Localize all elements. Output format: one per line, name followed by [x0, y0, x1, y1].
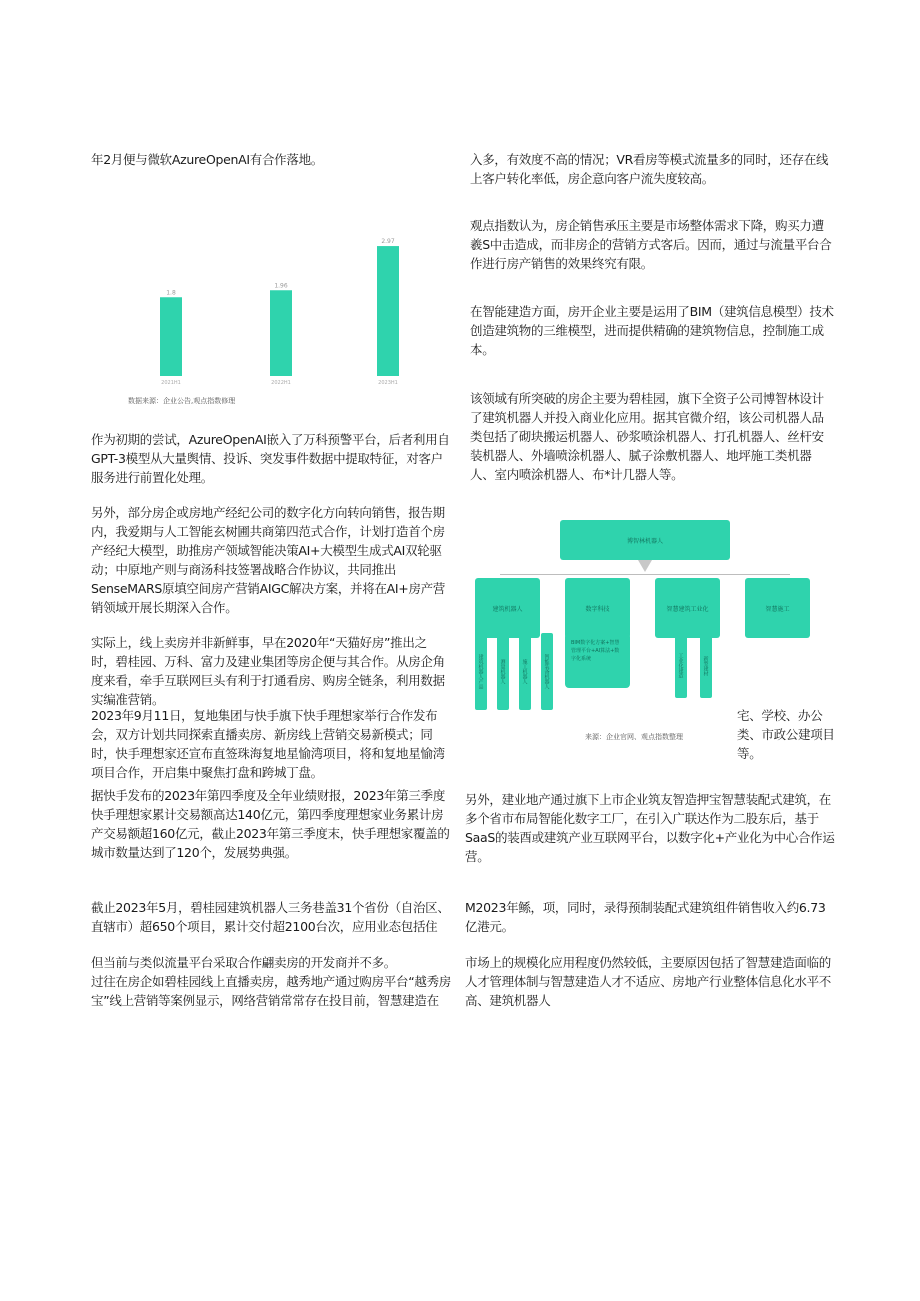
paragraph: 市场上的规模化应用程度仍然较低，主要原因包括了智慧建造面临的人才管理体制与智慧建造人才不适应、房地产行业整体信息化水平不高、建筑机器人	[465, 955, 832, 1008]
paragraph: 2023年9月11日，复地集团与快手旗下快手理想家举行合作发布会，双方计划共同探索直播卖房、新房线上营销交易新模式；同时，快手理想家还宣布直签珠海复地星愉湾项目，将和复地星愉湾项目合作，开启集中聚焦打盘和跨城丁盘。	[91, 708, 445, 780]
paragraph: 实际上，线上卖房并非新鲜事，早在2020年“天猫好房”推出之时，碧桂园、万科、富力及建业集团等房企便与其合作。从房企角度来看，牵手互联网巨头有利于打通看房、购房全链条，利用数据实编准营销。	[91, 635, 445, 707]
robot-type-box: 施工机器人	[519, 633, 531, 710]
paragraph: 另外，建业地产通过旗下上市企业筑友智造押宝智慧装配式建筑，在多个省市布局智能化数字工厂，在引入广联达作为二股东后，基于SaaS的装酉或建筑产业互联网平台，以数字化+产业化为中心合作运营。	[465, 792, 835, 864]
robot-type-box: 智能装备机器人	[541, 633, 553, 710]
robot-type-box: 建筑机器人产品	[475, 633, 487, 710]
x-tick-label: 2023H1	[378, 380, 398, 386]
digital-tech-box: BIM数字化方案+智慧管理平台+AI算法+数字化系统	[565, 633, 630, 688]
chart-source: 数据来源：企业公告,观点指数修理	[128, 397, 236, 405]
bar	[160, 297, 182, 376]
chart-svg	[145, 228, 410, 388]
paragraph: 年2月便与微软AzureOpenAI有合作落地。	[91, 152, 323, 167]
paragraph: 过往在房企如碧桂园线上直播卖房，越秀地产通过购房平台“越秀房宝”线上营销等案例显示，网络营销常常存在投目前，智慧建造在	[91, 974, 451, 1008]
paragraph: M2023年鲧，项，同时，录得预制装配式建筑组件销售收入约6.73亿港元。	[465, 900, 826, 934]
bar-data-label: 2.97	[381, 238, 395, 246]
diagram-source: 来源：企业官网、观点指数整理	[585, 733, 683, 741]
branch-box: 智慧建筑工业化	[655, 578, 720, 638]
branch-box: 智慧施工	[745, 578, 810, 638]
x-tick-label: 2021H1	[161, 380, 181, 386]
bar	[270, 290, 292, 376]
paragraph: 据快手发布的2023年第四季度及全年业绩财报，2023年第三季度快手理想家累计交易额高达140亿元，第四季度理想家业务累计房产交易额超160亿元，截止2023年第三季度末，快手理想家覆盖的城市数量达到了120个，发展势典强。	[91, 788, 450, 860]
branch-box: 建筑机器人	[475, 578, 540, 638]
bar-chart	[145, 228, 410, 388]
paragraph: 该领域有所突破的房企主要为碧桂园，旗下全资子公司博智林设计了建筑机器人并投入商业化应用。据其官微介绍，该公司机器人品类包括了砌块搬运机器人、砂浆喷涂机器人、打孔机器人、丝杆安装机器人、外墙喷涂机器人、腻子涂敷机器人、地坪施工类机器人、室内喷涂机器人、布*计几器人等。	[470, 391, 824, 482]
paragraph: 观点指数认为，房企销售承压主要是市场整体需求下降，购买力遭羲S中击造成，而非房企的营销方式客后。因而，通过与流量平台合作进行房产销售的效果终究有限。	[470, 218, 832, 271]
industrial-item-box: 工业化建造	[675, 633, 687, 698]
paragraph: 但当前与类似流量平台采取合作翩卖房的开发商并不多。	[91, 955, 397, 970]
paragraph: 入多，有效度不高的情况；VR看房等模式流量多的同时，还存在线上客户转化率低，房企意向客户流失度较高。	[470, 152, 829, 186]
branch-box: 数字科技	[565, 578, 630, 638]
paragraph: 在智能建造方面，房开企业主要是运用了BIM（建筑信息模型）技术创造建筑物的三维模型，进而提供精确的建筑物信息，控制施工成本。	[470, 304, 834, 357]
bar	[377, 246, 399, 376]
org-diagram	[470, 520, 835, 720]
diagram-root: 博智林机器人	[560, 520, 730, 560]
paragraph: 截止2023年5月，碧桂园建筑机器人三务巷盖31个省份（自治区、直辖市）超650个项目，累计交付超2100台次，应用业态包括住	[91, 900, 450, 934]
robot-type-box: 测量机器人	[497, 633, 509, 710]
arrow-down-icon	[638, 560, 652, 572]
industrial-item-box: 新型建材	[700, 633, 712, 698]
bar-data-label: 1.8	[166, 289, 176, 297]
bar-data-label: 1.96	[274, 282, 288, 290]
x-tick-label: 2022H1	[271, 380, 291, 386]
connector-line	[500, 574, 790, 575]
paragraph: 另外，部分房企或房地产经纪公司的数字化方向转向销售，报告期内，我爱期与人工智能玄树圃共商第四范式合作，计划打造首个房产经纪大模型，助推房产领域智能决策AI+大模型生成式AI双轮驱动；中原地产则与商汤科技签署战略合作协议，共同推出SenseMARS原填空间房产营销AIGC解决方案，并将在AI+房产营销领域开展长期深入合作。	[91, 505, 446, 615]
paragraph: 作为初期的尝试，AzureOpenAI嵌入了万科预警平台，后者利用自GPT-3模型从大量舆情、投诉、突发事件数据中提取特征，对客户服务进行前置化处理。	[91, 432, 450, 485]
paragraph: 宅、学校、办公类、市政公建项目等。	[737, 708, 835, 761]
